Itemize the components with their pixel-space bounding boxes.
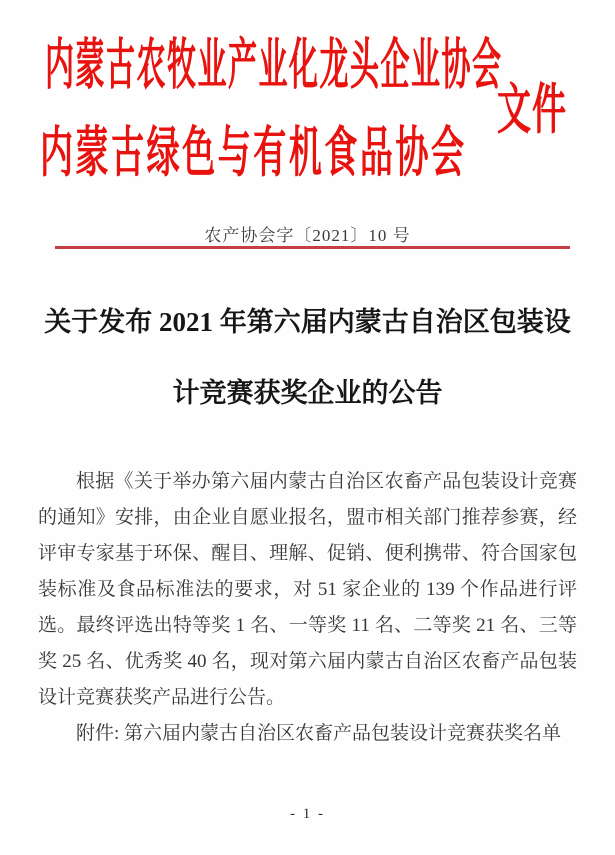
document-type-label: 文件 [497,81,567,141]
red-divider-line [55,246,570,249]
document-title [0,287,615,429]
body-line: 的通知》安排，由企业自愿业报名，盟市相关部门推荐参赛，经 [38,507,577,528]
title-line-1: 关于发布 2021 年第六届内蒙古自治区包装设 [44,307,571,337]
body-line: 选。最终评选出特等奖 1 名、一等奖 11 名、二等奖 21 名、三等 [38,615,577,636]
attachment-line: 附件: 第六届内蒙古自治区农畜产品包装设计竞赛获奖名单 [76,723,562,744]
org-name-secondary: 内蒙古绿色与有机食品协会 [40,124,464,185]
body-line: 奖 25 名、优秀奖 40 名，现对第六届内蒙古自治区农畜产品包装 [38,651,577,672]
body-line: 评审专家基于环保、醒目、理解、促销、便利携带、符合国家包 [38,543,577,564]
document-number: 农产协会字〔2021〕10 号 [204,226,411,245]
org-name-primary: 内蒙古农牧业产业化龙头企业协会 [45,36,501,97]
body-line: 根据《关于举办第六届内蒙古自治区农畜产品包装设计竞赛 [76,471,577,492]
body-line: 装标准及食品标准法的要求，对 51 家企业的 139 个作品进行评 [38,579,577,600]
body-line: 设计竞赛获奖产品进行公告。 [38,687,286,708]
document-body [38,464,577,752]
title-line-2: 计竞赛获奖企业的公告 [172,378,443,408]
page-number: - 1 - [290,806,325,822]
